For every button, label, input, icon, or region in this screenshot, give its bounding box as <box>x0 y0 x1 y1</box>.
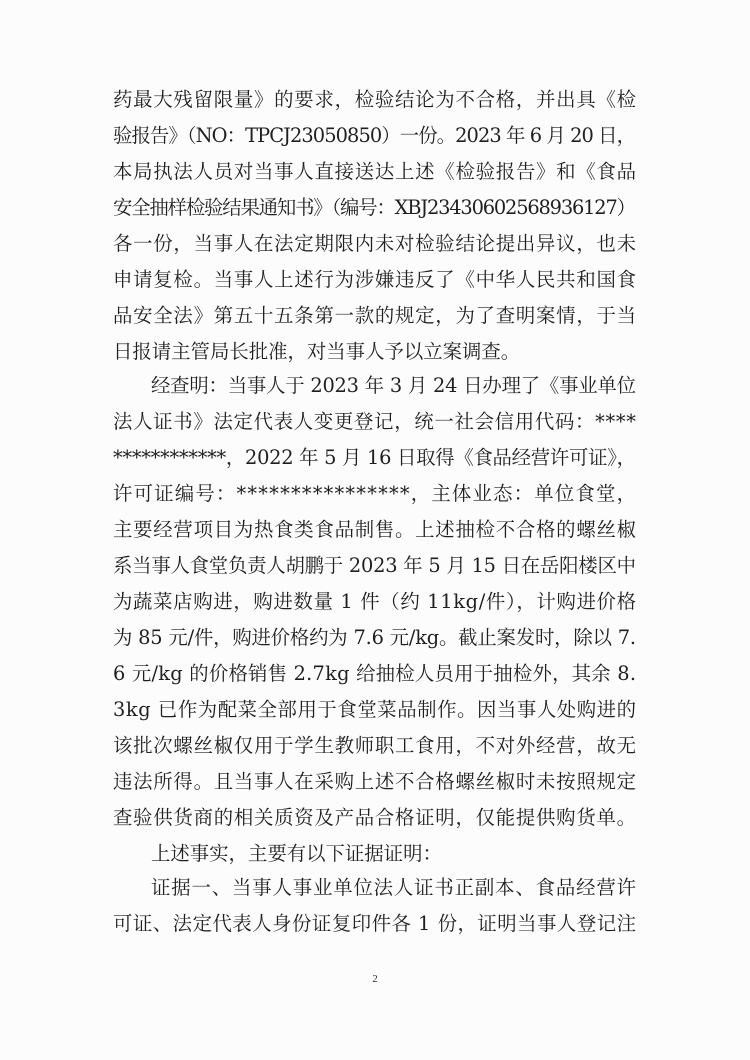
text-line <box>0 440 750 476</box>
text-line <box>0 226 750 262</box>
text-line-content: 各一份，当事人在法定期限内未对检验结论提出异议，也未 <box>113 232 637 255</box>
text-line-content: 申请复检。当事人上述行为涉嫌违反了《中华人民共和国食 <box>113 268 637 291</box>
text-line <box>0 404 750 440</box>
text-line <box>0 836 750 872</box>
text-line-content: 为蔬菜店购进，购进数量 1 件（约 11kg/件），计购进价格 <box>113 590 637 613</box>
text-line-content: ************，2022 年 5 月 16 日取得《食品经营许可证》， <box>113 446 636 469</box>
page-number: 2 <box>372 973 378 985</box>
text-line <box>0 368 750 404</box>
text-line <box>0 764 750 800</box>
text-line-content: 6 元/kg 的价格销售 2.7kg 给抽检人员用于抽检外，其余 8. <box>113 662 637 685</box>
text-line-content: 可证、法定代表人身份证复印件各 1 份，证明当事人登记注 <box>113 912 637 935</box>
text-line-content: 为 85 元/件，购进价格约为 7.6 元/kg。截止案发时，除以 7. <box>113 626 636 649</box>
text-line <box>0 262 750 298</box>
text-line-content: 主要经营项目为热食类食品制售。上述抽检不合格的螺丝椒 <box>113 518 637 541</box>
text-line <box>0 800 750 836</box>
text-line <box>0 154 750 190</box>
text-line-content: 3kg 已作为配菜全部用于食堂菜品制作。因当事人处购进的 <box>113 698 637 721</box>
text-line-content: 违法所得。且当事人在采购上述不合格螺丝椒时未按照规定 <box>113 770 637 793</box>
text-line-content: 查验供货商的相关质资及产品合格证明，仅能提供购货单。 <box>113 806 637 829</box>
text-line-content: 日报请主管局长批准，对当事人予以立案调查。 <box>113 340 521 363</box>
text-line <box>0 334 750 370</box>
text-line <box>0 656 750 692</box>
text-line-content: 验报告》（NO：TPCJ23050850）一份。2023 年 6 月 20 日， <box>113 124 636 147</box>
text-line-content: 许可证编号：****************，主体业态：单位食堂， <box>113 482 638 505</box>
text-line <box>0 82 750 118</box>
text-line-content: 经查明：当事人于 2023 年 3 月 24 日办理了《事业单位 <box>151 374 636 397</box>
text-line <box>0 870 750 906</box>
text-line-content: 安全抽样检验结果通知书》（编号：XBJ23430602568936127） <box>113 196 635 219</box>
text-line-content: 药最大残留限量》的要求，检验结论为不合格，并出具《检 <box>113 88 637 111</box>
text-line <box>0 118 750 154</box>
text-line-content: 法人证书》法定代表人变更登记，统一社会信用代码：**** <box>113 410 637 433</box>
text-line <box>0 548 750 584</box>
text-line <box>0 298 750 334</box>
text-line <box>0 476 750 512</box>
text-line <box>0 906 750 942</box>
text-line-content: 品安全法》第五十五条第一款的规定，为了查明案情，于当 <box>113 304 637 327</box>
text-line <box>0 190 750 226</box>
text-line <box>0 728 750 764</box>
text-line <box>0 620 750 656</box>
text-line <box>0 584 750 620</box>
text-line <box>0 692 750 728</box>
text-line-content: 系当事人食堂负责人胡鹏于 2023 年 5 月 15 日在岳阳楼区中 <box>113 554 636 577</box>
text-line-content: 本局执法人员对当事人直接送达上述《检验报告》和《食品 <box>113 160 637 183</box>
text-line-content: 上述事实，主要有以下证据证明： <box>151 842 442 865</box>
text-line-content: 该批次螺丝椒仅用于学生教师职工食用，不对外经营，故无 <box>113 734 637 757</box>
text-line <box>0 512 750 548</box>
text-line-content: 证据一、当事人事业单位法人证书正副本、食品经营许 <box>151 876 637 899</box>
